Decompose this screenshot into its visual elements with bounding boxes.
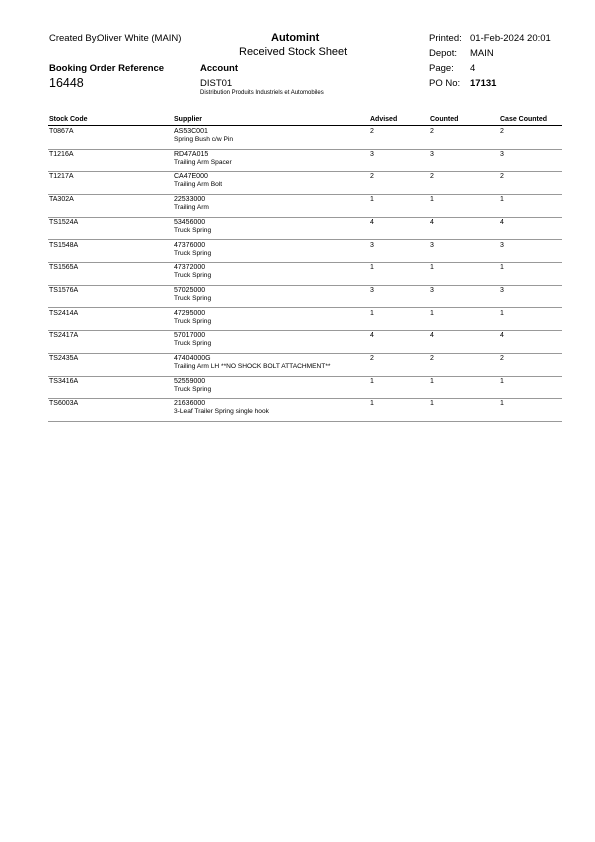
stock-code-cell: TS2435A [49,355,79,362]
advised-qty-cell: 4 [370,218,374,226]
case-counted-qty-cell: 1 [500,309,504,317]
item-description-cell: Truck Spring [174,272,212,280]
supplier-code-cell: RD47A015 [174,150,209,158]
row-divider [48,421,562,422]
sheet-title: Received Stock Sheet [239,46,348,58]
case-counted-qty-cell: 2 [500,355,504,362]
item-description-cell: 3-Leaf Trailer Spring single hook [174,408,269,416]
supplier-code-cell: CA47E000 [174,173,208,181]
stock-code-cell: T0867A [49,128,74,135]
supplier-code-cell: 53456000 [174,218,206,226]
row-divider [48,262,562,263]
table-row [0,151,595,173]
table-row [0,196,595,218]
item-description-cell: Truck Spring [174,226,212,234]
row-divider [48,149,562,150]
case-counted-qty-cell: 1 [500,264,504,272]
table-row [0,173,595,195]
supplier-code-cell: AS53C001 [174,128,208,135]
booking-label: Booking Order Reference [49,63,165,74]
case-counted-qty-cell: 3 [500,241,504,249]
counted-qty-cell: 2 [430,355,434,362]
item-description-cell: Trailing Arm [174,204,209,212]
depot-value: MAIN [470,48,494,59]
supplier-code-cell: 52559000 [174,377,206,385]
stock-code-cell: TS2414A [49,309,79,317]
table-row [0,332,595,354]
item-description-cell: Truck Spring [174,385,212,393]
table-row [0,287,595,309]
table-row [0,219,595,241]
table-row [0,310,595,332]
printed-label: Printed: [429,33,462,44]
stock-code-cell: T1216A [49,150,74,158]
col-counted: Counted [430,116,459,123]
item-description-cell: Truck Spring [174,317,212,325]
advised-qty-cell: 3 [370,150,374,158]
table-row [0,264,595,286]
item-description-cell: Truck Spring [174,340,212,348]
row-divider [48,285,562,286]
header-rule [48,125,562,126]
printed-value: 01-Feb-2024 20:01 [470,33,551,44]
table-row [0,242,595,264]
advised-qty-cell: 2 [370,355,374,362]
advised-qty-cell: 4 [370,332,374,340]
counted-qty-cell: 2 [430,173,434,181]
advised-qty-cell: 1 [370,196,374,204]
item-description-cell: Truck Spring [174,294,212,302]
supplier-code-cell: 47376000 [174,241,206,249]
supplier-code-cell: 47404000G [174,355,211,362]
advised-qty-cell: 1 [370,264,374,272]
table-row [0,355,595,377]
counted-qty-cell: 1 [430,377,434,385]
table-row [0,400,595,422]
created-by-value: Oliver White (MAIN) [97,33,182,44]
supplier-code-cell: 47295000 [174,309,206,317]
account-label: Account [200,63,238,74]
case-counted-qty-cell: 1 [500,400,504,408]
row-divider [48,353,562,354]
item-description-cell: Trailing Arm Spacer [174,158,232,166]
item-description-cell: Trailing Arm LH **NO SHOCK BOLT ATTACHMENT** [174,363,331,370]
supplier-code-cell: 22533000 [174,196,206,204]
case-counted-qty-cell: 4 [500,218,504,226]
row-divider [48,398,562,399]
col-stock-code: Stock Code [49,116,88,123]
row-divider [48,239,562,240]
col-supplier: Supplier [174,116,203,123]
row-divider [48,330,562,331]
item-description-cell: Spring Bush c/w Pin [174,136,234,143]
stock-code-cell: TS3416A [49,377,79,385]
stock-code-cell: TS1565A [49,264,79,272]
advised-qty-cell: 1 [370,309,374,317]
stock-code-cell: TS2417A [49,332,79,340]
stock-code-cell: TS1576A [49,286,79,294]
account-code: DIST01 [200,78,233,89]
row-divider [48,307,562,308]
counted-qty-cell: 1 [430,264,434,272]
counted-qty-cell: 4 [430,218,434,226]
created-by-label: Created By: [49,33,100,44]
col-case-counted: Case Counted [500,116,548,123]
company-name: Automint [271,32,320,44]
booking-number: 16448 [49,76,84,90]
stock-code-cell: TS1524A [49,218,79,226]
supplier-code-cell: 57017000 [174,332,206,340]
stock-code-cell: TS6003A [49,400,79,408]
row-divider [48,376,562,377]
depot-label: Depot: [429,48,457,59]
supplier-code-cell: 47372000 [174,264,206,272]
table-row [0,378,595,400]
counted-qty-cell: 3 [430,150,434,158]
counted-qty-cell: 1 [430,400,434,408]
item-description-cell: Trailing Arm Bolt [174,181,223,189]
stock-code-cell: TA302A [49,196,74,204]
counted-qty-cell: 4 [430,332,434,340]
counted-qty-cell: 3 [430,286,434,294]
case-counted-qty-cell: 2 [500,128,504,135]
supplier-code-cell: 57025000 [174,286,206,294]
case-counted-qty-cell: 1 [500,196,504,204]
po-number: 17131 [470,78,497,89]
case-counted-qty-cell: 3 [500,286,504,294]
counted-qty-cell: 1 [430,196,434,204]
counted-qty-cell: 2 [430,128,434,135]
row-divider [48,171,562,172]
stock-code-cell: TS1548A [49,241,79,249]
advised-qty-cell: 3 [370,241,374,249]
account-name: Distribution Produits Industriels et Automobiles [200,90,324,96]
case-counted-qty-cell: 1 [500,377,504,385]
advised-qty-cell: 1 [370,400,374,408]
table-row [0,128,595,150]
row-divider [48,217,562,218]
advised-qty-cell: 1 [370,377,374,385]
case-counted-qty-cell: 3 [500,150,504,158]
row-divider [48,194,562,195]
counted-qty-cell: 3 [430,241,434,249]
page-number: 4 [470,63,476,74]
item-description-cell: Truck Spring [174,249,212,257]
case-counted-qty-cell: 4 [500,332,504,340]
case-counted-qty-cell: 2 [500,173,504,181]
stock-code-cell: T1217A [49,173,74,181]
supplier-code-cell: 21636000 [174,400,206,408]
counted-qty-cell: 1 [430,309,434,317]
advised-qty-cell: 2 [370,128,374,135]
col-advised: Advised [370,116,398,123]
po-label: PO No: [429,78,461,89]
advised-qty-cell: 3 [370,286,374,294]
advised-qty-cell: 2 [370,173,374,181]
page-label: Page: [429,63,454,74]
